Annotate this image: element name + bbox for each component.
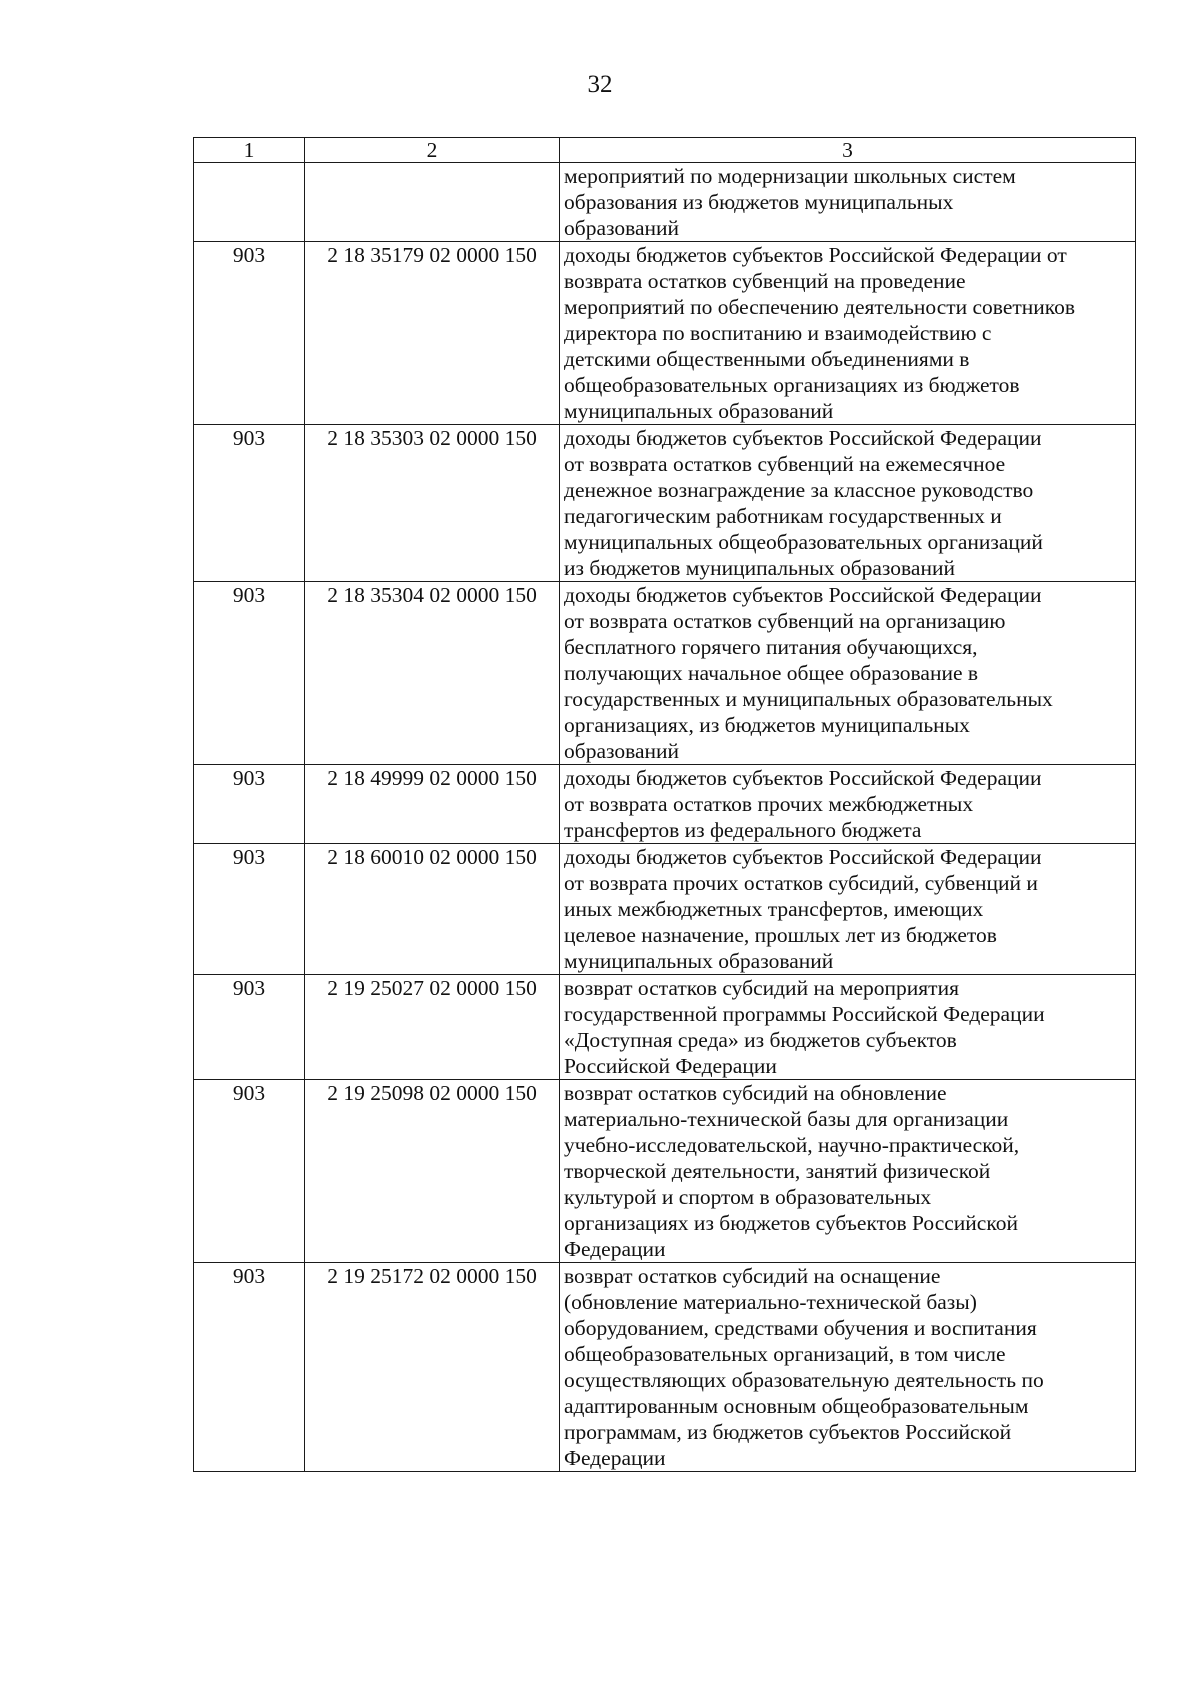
column-number-row [194, 138, 1136, 163]
description-line: от возврата прочих остатков субсидий, субвенций и [564, 871, 1038, 895]
revenue-description-cell [560, 1263, 1136, 1472]
description-line: целевое назначение, прошлых лет из бюджетов [564, 923, 997, 947]
revenue-description-cell [560, 425, 1136, 582]
description-line: директора по воспитанию и взаимодействию с [564, 321, 992, 345]
description-line: осуществляющих образовательную деятельность по [564, 1368, 1044, 1392]
description-line: получающих начальное общее образование в [564, 661, 979, 685]
revenue-description-cell [560, 844, 1136, 975]
description-line: муниципальных общеобразовательных организаций [564, 530, 1043, 554]
budget-code-cell: 2 18 60010 02 0000 150 [305, 844, 560, 975]
description-line: от возврата остатков прочих межбюджетных [564, 792, 974, 816]
description-line: Федерации [564, 1237, 666, 1261]
description-line: от возврата остатков субвенций на организацию [564, 609, 1006, 633]
description-line: организациях, из бюджетов муниципальных [564, 713, 970, 737]
description-line: образования из бюджетов муниципальных [564, 190, 954, 214]
revenue-description-cell [560, 582, 1136, 765]
description-line: общеобразовательных организаций, в том числе [564, 1342, 1006, 1366]
description-line: возврата остатков субвенций на проведение [564, 269, 966, 293]
admin-code-cell: 903 [194, 844, 305, 975]
description-line: культурой и спортом в образовательных [564, 1185, 932, 1209]
revenue-description-cell [560, 242, 1136, 425]
description-line: педагогическим работникам государственных и [564, 504, 1002, 528]
description-line: доходы бюджетов субъектов Российской Федерации от [564, 243, 1067, 267]
description-line: от возврата остатков субвенций на ежемесячное [564, 452, 1006, 476]
admin-code-cell: 903 [194, 1080, 305, 1263]
admin-code-cell: 903 [194, 242, 305, 425]
budget-classification-table [193, 137, 1136, 1472]
budget-code-cell [305, 163, 560, 242]
description-line: муниципальных образований [564, 399, 834, 423]
table-row [194, 844, 1136, 975]
table-row [194, 975, 1136, 1080]
column-number-1: 1 [194, 138, 305, 163]
budget-code-cell: 2 19 25098 02 0000 150 [305, 1080, 560, 1263]
column-number-2: 2 [305, 138, 560, 163]
description-line: «Доступная среда» из бюджетов субъектов [564, 1028, 957, 1052]
admin-code-cell: 903 [194, 1263, 305, 1472]
description-line: трансфертов из федерального бюджета [564, 818, 922, 842]
budget-code-cell: 2 18 35179 02 0000 150 [305, 242, 560, 425]
table-row [194, 1263, 1136, 1472]
revenue-description-cell [560, 1080, 1136, 1263]
table-row [194, 163, 1136, 242]
description-line: доходы бюджетов субъектов Российской Федерации [564, 426, 1042, 450]
budget-code-cell: 2 18 35304 02 0000 150 [305, 582, 560, 765]
description-line: возврат остатков субсидий на обновление [564, 1081, 947, 1105]
admin-code-cell: 903 [194, 765, 305, 844]
description-line: доходы бюджетов субъектов Российской Федерации [564, 766, 1042, 790]
admin-code-cell [194, 163, 305, 242]
budget-code-cell: 2 18 49999 02 0000 150 [305, 765, 560, 844]
admin-code-cell: 903 [194, 425, 305, 582]
description-line: муниципальных образований [564, 949, 834, 973]
description-line: программам, из бюджетов субъектов Российской [564, 1420, 1012, 1444]
description-line: мероприятий по обеспечению деятельности советников [564, 295, 1076, 319]
description-line: доходы бюджетов субъектов Российской Федерации [564, 845, 1042, 869]
admin-code-cell: 903 [194, 975, 305, 1080]
description-line: оборудованием, средствами обучения и воспитания [564, 1316, 1037, 1340]
description-line: Федерации [564, 1446, 666, 1470]
description-line: Российской Федерации [564, 1054, 777, 1078]
column-number-3: 3 [560, 138, 1136, 163]
description-line: возврат остатков субсидий на оснащение [564, 1264, 941, 1288]
table-row [194, 1080, 1136, 1263]
description-line: детскими общественными объединениями в [564, 347, 970, 371]
page-number: 32 [587, 71, 613, 98]
table-row [194, 242, 1136, 425]
description-line: денежное вознаграждение за классное руководство [564, 478, 1034, 502]
description-line: иных межбюджетных трансфертов, имеющих [564, 897, 984, 921]
revenue-description-cell [560, 163, 1136, 242]
description-line: учебно-исследовательской, научно-практической, [564, 1133, 1020, 1157]
description-line: мероприятий по модернизации школьных систем [564, 164, 1016, 188]
description-line: бесплатного горячего питания обучающихся, [564, 635, 978, 659]
description-line: доходы бюджетов субъектов Российской Федерации [564, 583, 1042, 607]
budget-code-cell: 2 19 25172 02 0000 150 [305, 1263, 560, 1472]
revenue-description-cell [560, 975, 1136, 1080]
table-row [194, 765, 1136, 844]
description-line: возврат остатков субсидий на мероприятия [564, 976, 959, 1000]
description-line: образований [564, 216, 680, 240]
description-line: организациях из бюджетов субъектов Российской [564, 1211, 1018, 1235]
description-line: государственной программы Российской Федерации [564, 1002, 1045, 1026]
description-line: адаптированным основным общеобразовательным [564, 1394, 1029, 1418]
description-line: материально-технической базы для организации [564, 1107, 1009, 1131]
table-row [194, 425, 1136, 582]
budget-code-cell: 2 19 25027 02 0000 150 [305, 975, 560, 1080]
admin-code-cell: 903 [194, 582, 305, 765]
table-row [194, 582, 1136, 765]
description-line: (обновление материально-технической базы) [564, 1290, 977, 1314]
description-line: творческой деятельности, занятий физической [564, 1159, 991, 1183]
description-line: общеобразовательных организациях из бюджетов [564, 373, 1020, 397]
description-line: государственных и муниципальных образовательных [564, 687, 1053, 711]
description-line: из бюджетов муниципальных образований [564, 556, 955, 580]
description-line: образований [564, 739, 680, 763]
revenue-description-cell [560, 765, 1136, 844]
budget-code-cell: 2 18 35303 02 0000 150 [305, 425, 560, 582]
